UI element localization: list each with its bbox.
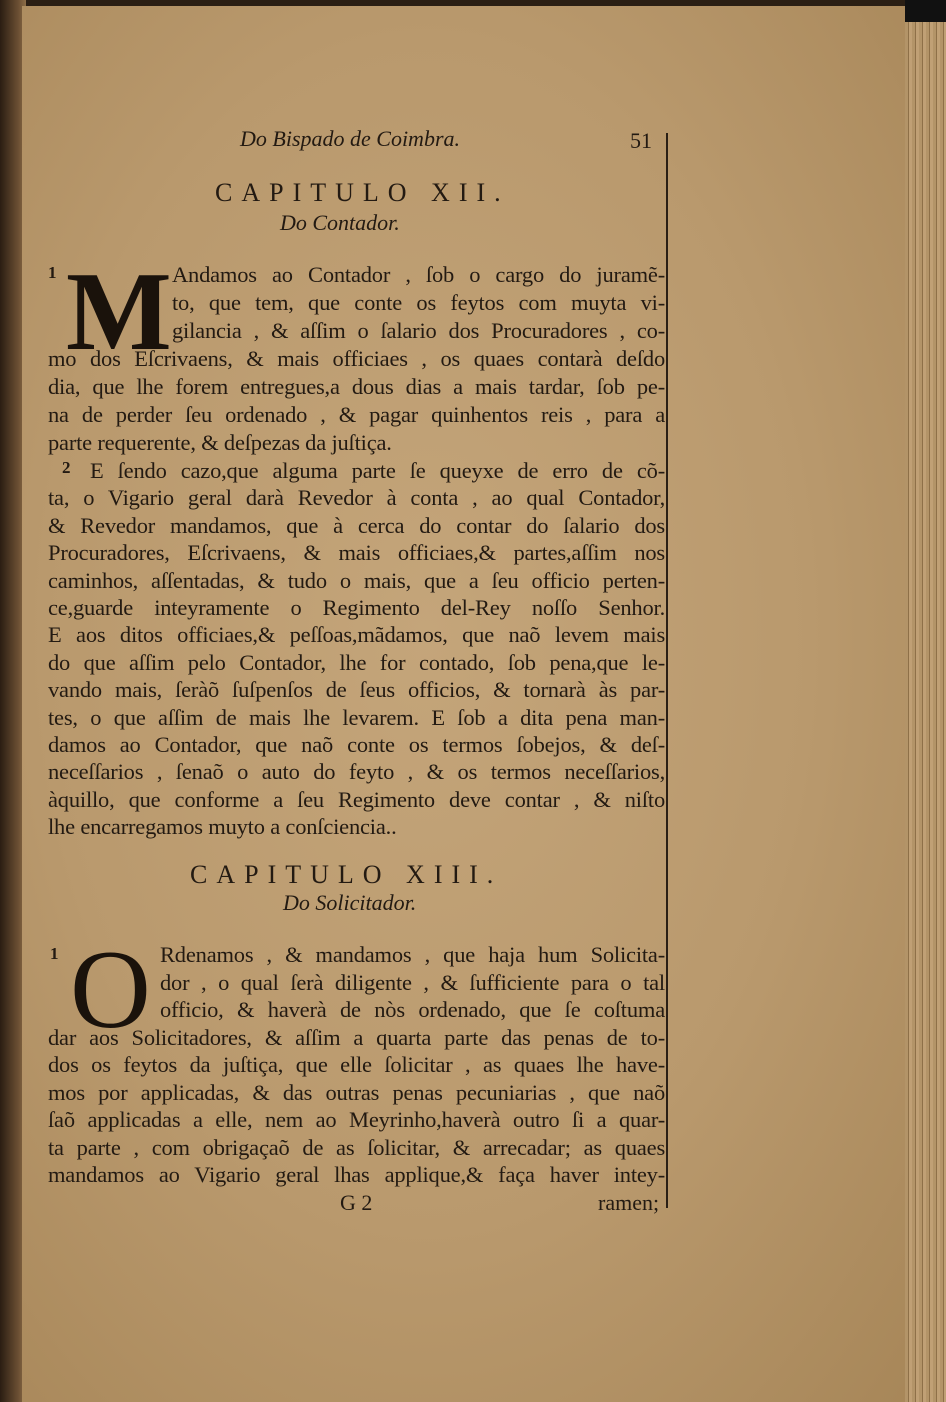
text-line: na de perder ſeu ordenado , & pagar quinhentos reis , para a [48, 402, 665, 427]
text-line: Andamos ao Contador , ſob o cargo do juramẽ- [172, 262, 665, 287]
text-line: dar aos Solicitadores, & aſſim a quarta parte das penas de to- [48, 1024, 665, 1050]
chapter-heading: CAPITULO XIII. [190, 860, 503, 889]
text-line: ſaõ applicadas a elle, nem ao Meyrinho,haverà outro ſi a quar- [48, 1107, 665, 1132]
text-line: lhe encarregamos muyto a conſciencia.. [48, 814, 397, 840]
chapter-subtitle: Do Solicitador. [283, 890, 417, 915]
paragraph-number: 1 [48, 263, 57, 282]
text-line: mandamos ao Vigario geral lhas applique,& faça haver intey- [48, 1162, 665, 1187]
text-line: dor , o qual ſerà diligente , & ſufficiente para o tal [160, 969, 665, 995]
signature-mark: G 2 [340, 1190, 373, 1215]
text-line: ta parte , com obrigaçaõ de as ſolicitar, & arrecadar; as quaes [48, 1134, 665, 1160]
chapter-heading: CAPITULO XII. [215, 178, 510, 207]
running-head: Do Bispado de Coimbra. [240, 126, 460, 151]
text-line: E aos ditos officiaes,& peſſoas,mãdamos, que naõ levem mais [48, 622, 665, 648]
text-line: dos os feytos da juſtiça, que elle ſolicitar , as quaes lhe have- [48, 1052, 665, 1077]
text-line: & Revedor mandamos, que à cerca do contar do ſalario dos [48, 512, 665, 538]
text-line: ta, o Vigario geral darà Revedor à conta , ao qual Contador, [48, 485, 665, 511]
text-line: tes, o que aſſim de mais lhe levarem. E ſob a dita pena man- [48, 704, 665, 730]
text-line: damos ao Contador, que naõ conte os termos ſobejos, & deſ- [48, 732, 665, 757]
paragraph-number: 2 [62, 458, 71, 477]
text-line: gilancia , & aſſim o ſalario dos Procuradores , co- [172, 318, 665, 343]
text-line: to, que tem, que conte os feytos com muyta vi- [172, 290, 665, 315]
text-line: dia, que lhe forem entregues,a dous dias a mais tardar, ſob pe- [48, 374, 665, 399]
text-line: E ſendo cazo,que alguma parte ſe queyxe de erro de cõ- [90, 458, 665, 483]
catchword: ramen; [598, 1190, 660, 1215]
text-line: ce,guarde inteyramente o Regimento del-Rey noſſo Senhor. [48, 595, 665, 620]
text-line: mo dos Eſcrivaens, & mais officiaes , os quaes contarà deſdo [48, 346, 665, 371]
chapter-subtitle: Do Contador. [280, 210, 400, 235]
text-line: mos por applicadas, & das outras penas pecuniarias , que naõ [48, 1079, 665, 1105]
page-edges [905, 0, 946, 1402]
page-number: 51 [630, 128, 652, 153]
margin-rule [666, 133, 668, 1208]
text-line: vando mais, ſeràõ ſuſpenſos de ſeus officios, & tornarà às par- [48, 677, 665, 703]
text-line: àquillo, que conforme a ſeu Regimento deve contar , & niſto [48, 786, 665, 812]
drop-cap: O [70, 928, 151, 1052]
text-line: caminhos, aſſentadas, & tudo o mais, que a ſeu officio perten- [48, 567, 665, 593]
text-line: officio, & haverà de nòs ordenado, que ſe coſtuma [160, 997, 665, 1022]
scan-border [905, 0, 946, 22]
drop-cap: M [66, 250, 172, 374]
text-line: Procuradores, Eſcrivaens, & mais officiaes,& partes,aſſim nos [48, 540, 665, 566]
text-line: do que aſſim pelo Contador, lhe for contado, ſob pena,que le- [48, 649, 665, 675]
paragraph-number: 1 [50, 944, 59, 963]
text-line: Rdenamos , & mandamos , que haja hum Solicita- [160, 942, 665, 967]
text-line: parte requerente, & deſpezas da juſtiça. [48, 430, 392, 455]
text-line: neceſſarios , ſenaõ o auto do feyto , & os termos neceſſarios, [48, 759, 665, 785]
